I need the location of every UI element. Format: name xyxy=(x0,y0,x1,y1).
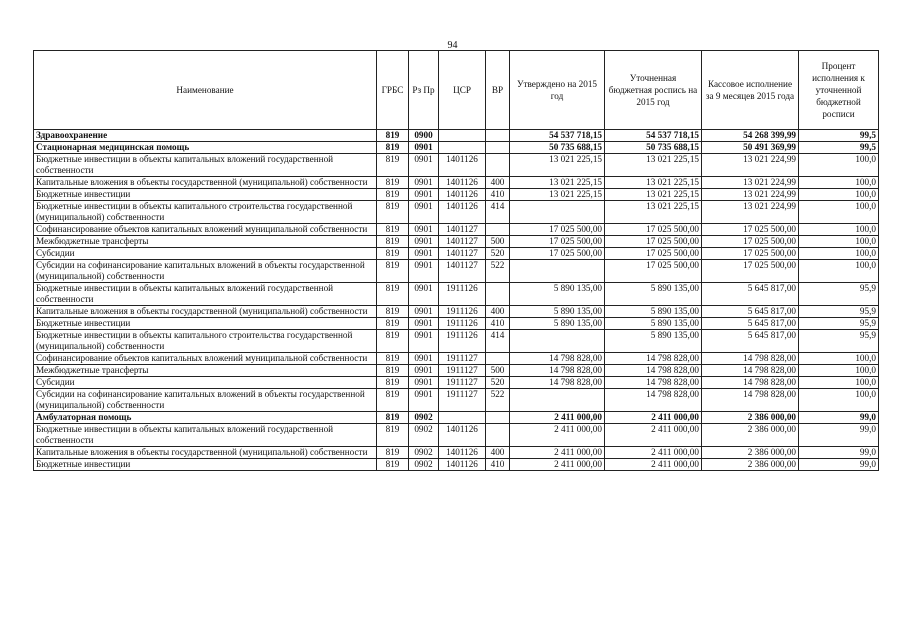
cell-csr: 1911127 xyxy=(439,377,486,389)
cell-name: Капитальные вложения в объекты государственной (муниципальной) собственности xyxy=(34,447,377,459)
cell-rzpr: 0901 xyxy=(409,377,439,389)
cell-percent: 100,0 xyxy=(799,201,879,224)
table-row xyxy=(34,130,879,142)
cell-approved: 14 798 828,00 xyxy=(510,365,605,377)
header-approved: Утверждено на 2015 год xyxy=(510,51,605,130)
cell-percent: 100,0 xyxy=(799,353,879,365)
cell-grbs: 819 xyxy=(377,424,409,447)
cell-rzpr: 0901 xyxy=(409,283,439,306)
table-row xyxy=(34,353,879,365)
cell-percent: 100,0 xyxy=(799,224,879,236)
cell-rzpr: 0901 xyxy=(409,306,439,318)
cell-approved xyxy=(510,389,605,412)
cell-rzpr: 0901 xyxy=(409,248,439,260)
cell-rzpr: 0902 xyxy=(409,447,439,459)
cell-percent: 99,0 xyxy=(799,412,879,424)
cell-rzpr: 0900 xyxy=(409,130,439,142)
table-row xyxy=(34,447,879,459)
cell-approved: 14 798 828,00 xyxy=(510,353,605,365)
table-row xyxy=(34,154,879,177)
cell-revised: 17 025 500,00 xyxy=(605,224,702,236)
header-rzpr: Рз Пр xyxy=(409,51,439,130)
cell-rzpr: 0902 xyxy=(409,412,439,424)
cell-cash: 17 025 500,00 xyxy=(702,224,799,236)
cell-grbs: 819 xyxy=(377,353,409,365)
cell-csr xyxy=(439,412,486,424)
cell-cash: 13 021 224,99 xyxy=(702,189,799,201)
cell-revised: 13 021 225,15 xyxy=(605,189,702,201)
table-row xyxy=(34,224,879,236)
cell-approved: 13 021 225,15 xyxy=(510,154,605,177)
cell-revised: 50 735 688,15 xyxy=(605,142,702,154)
cell-vr xyxy=(486,154,510,177)
cell-name: Бюджетные инвестиции в объекты капитального строительства государственной (муниципальной) собственности xyxy=(34,330,377,353)
table-row xyxy=(34,189,879,201)
cell-grbs: 819 xyxy=(377,236,409,248)
page-number: 94 xyxy=(447,40,458,51)
cell-revised: 2 411 000,00 xyxy=(605,424,702,447)
cell-revised: 14 798 828,00 xyxy=(605,377,702,389)
cell-percent: 100,0 xyxy=(799,154,879,177)
cell-rzpr: 0901 xyxy=(409,365,439,377)
cell-csr: 1911127 xyxy=(439,365,486,377)
table-row xyxy=(34,283,879,306)
cell-percent: 100,0 xyxy=(799,365,879,377)
cell-csr: 1911126 xyxy=(439,306,486,318)
cell-cash: 17 025 500,00 xyxy=(702,260,799,283)
cell-csr: 1401126 xyxy=(439,424,486,447)
cell-revised: 17 025 500,00 xyxy=(605,260,702,283)
cell-cash: 5 645 817,00 xyxy=(702,330,799,353)
cell-vr: 410 xyxy=(486,189,510,201)
table-row xyxy=(34,365,879,377)
cell-name: Субсидии xyxy=(34,377,377,389)
cell-csr: 1401126 xyxy=(439,459,486,471)
cell-name: Бюджетные инвестиции xyxy=(34,189,377,201)
cell-name: Стационарная медицинская помощь xyxy=(34,142,377,154)
cell-cash: 2 386 000,00 xyxy=(702,459,799,471)
cell-grbs: 819 xyxy=(377,201,409,224)
cell-name: Амбулаторная помощь xyxy=(34,412,377,424)
cell-rzpr: 0901 xyxy=(409,236,439,248)
cell-csr: 1401126 xyxy=(439,447,486,459)
budget-table xyxy=(33,50,879,471)
table-row xyxy=(34,201,879,224)
cell-rzpr: 0901 xyxy=(409,330,439,353)
cell-approved: 5 890 135,00 xyxy=(510,306,605,318)
cell-percent: 95,9 xyxy=(799,283,879,306)
cell-name: Бюджетные инвестиции в объекты капитального строительства государственной (муниципальной) собственности xyxy=(34,201,377,224)
cell-cash: 13 021 224,99 xyxy=(702,154,799,177)
cell-percent: 99,0 xyxy=(799,424,879,447)
cell-revised: 5 890 135,00 xyxy=(605,283,702,306)
cell-rzpr: 0901 xyxy=(409,142,439,154)
cell-cash: 13 021 224,99 xyxy=(702,201,799,224)
cell-revised: 2 411 000,00 xyxy=(605,412,702,424)
cell-revised: 2 411 000,00 xyxy=(605,459,702,471)
cell-vr xyxy=(486,130,510,142)
cell-vr xyxy=(486,412,510,424)
cell-approved: 2 411 000,00 xyxy=(510,459,605,471)
cell-vr: 500 xyxy=(486,236,510,248)
cell-approved: 5 890 135,00 xyxy=(510,318,605,330)
header-grbs: ГРБС xyxy=(377,51,409,130)
cell-grbs: 819 xyxy=(377,177,409,189)
cell-revised: 2 411 000,00 xyxy=(605,447,702,459)
cell-cash: 2 386 000,00 xyxy=(702,447,799,459)
cell-grbs: 819 xyxy=(377,459,409,471)
cell-vr: 520 xyxy=(486,248,510,260)
table-row xyxy=(34,412,879,424)
cell-cash: 2 386 000,00 xyxy=(702,412,799,424)
cell-grbs: 819 xyxy=(377,260,409,283)
cell-vr: 522 xyxy=(486,389,510,412)
cell-grbs: 819 xyxy=(377,142,409,154)
cell-csr: 1401126 xyxy=(439,177,486,189)
cell-grbs: 819 xyxy=(377,365,409,377)
cell-grbs: 819 xyxy=(377,330,409,353)
cell-approved xyxy=(510,260,605,283)
cell-csr: 1911126 xyxy=(439,318,486,330)
cell-vr: 410 xyxy=(486,459,510,471)
cell-cash: 14 798 828,00 xyxy=(702,365,799,377)
cell-revised: 5 890 135,00 xyxy=(605,330,702,353)
cell-csr: 1401127 xyxy=(439,224,486,236)
table-row xyxy=(34,377,879,389)
cell-approved: 14 798 828,00 xyxy=(510,377,605,389)
cell-revised: 17 025 500,00 xyxy=(605,236,702,248)
cell-cash: 5 645 817,00 xyxy=(702,283,799,306)
cell-grbs: 819 xyxy=(377,224,409,236)
header-percent: Процент исполнения к уточненной бюджетной росписи xyxy=(799,51,879,130)
cell-percent: 99,0 xyxy=(799,459,879,471)
header-name: Наименование xyxy=(34,51,377,130)
cell-name: Бюджетные инвестиции в объекты капитальных вложений государственной собственности xyxy=(34,424,377,447)
cell-grbs: 819 xyxy=(377,377,409,389)
cell-approved: 5 890 135,00 xyxy=(510,283,605,306)
cell-percent: 100,0 xyxy=(799,248,879,260)
cell-percent: 100,0 xyxy=(799,377,879,389)
cell-vr: 520 xyxy=(486,377,510,389)
cell-csr: 1401126 xyxy=(439,154,486,177)
cell-csr: 1401126 xyxy=(439,189,486,201)
table-row xyxy=(34,459,879,471)
cell-vr xyxy=(486,353,510,365)
table-row xyxy=(34,260,879,283)
cell-vr: 400 xyxy=(486,447,510,459)
cell-name: Капитальные вложения в объекты государственной (муниципальной) собственности xyxy=(34,177,377,189)
cell-grbs: 819 xyxy=(377,130,409,142)
cell-vr xyxy=(486,424,510,447)
cell-cash: 14 798 828,00 xyxy=(702,389,799,412)
cell-name: Бюджетные инвестиции в объекты капитальных вложений государственной собственности xyxy=(34,154,377,177)
cell-vr: 400 xyxy=(486,306,510,318)
table-row xyxy=(34,142,879,154)
cell-grbs: 819 xyxy=(377,318,409,330)
cell-cash: 5 645 817,00 xyxy=(702,306,799,318)
cell-percent: 99,0 xyxy=(799,447,879,459)
cell-name: Софинансирование объектов капитальных вложений муниципальной собственности xyxy=(34,353,377,365)
cell-csr: 1911127 xyxy=(439,389,486,412)
cell-percent: 99,5 xyxy=(799,142,879,154)
cell-grbs: 819 xyxy=(377,412,409,424)
cell-revised: 54 537 718,15 xyxy=(605,130,702,142)
cell-percent: 100,0 xyxy=(799,189,879,201)
header-vr: ВР xyxy=(486,51,510,130)
table-row xyxy=(34,424,879,447)
cell-rzpr: 0901 xyxy=(409,154,439,177)
cell-csr xyxy=(439,142,486,154)
cell-name: Субсидии xyxy=(34,248,377,260)
cell-cash: 50 491 369,99 xyxy=(702,142,799,154)
cell-cash: 2 386 000,00 xyxy=(702,424,799,447)
cell-vr: 400 xyxy=(486,177,510,189)
cell-name: Здравоохранение xyxy=(34,130,377,142)
table-row xyxy=(34,330,879,353)
cell-cash: 5 645 817,00 xyxy=(702,318,799,330)
cell-csr: 1911126 xyxy=(439,283,486,306)
cell-grbs: 819 xyxy=(377,248,409,260)
cell-revised: 13 021 225,15 xyxy=(605,177,702,189)
cell-vr: 522 xyxy=(486,260,510,283)
table-row xyxy=(34,318,879,330)
cell-cash: 14 798 828,00 xyxy=(702,353,799,365)
header-csr: ЦСР xyxy=(439,51,486,130)
cell-approved: 2 411 000,00 xyxy=(510,447,605,459)
cell-rzpr: 0901 xyxy=(409,177,439,189)
cell-percent: 100,0 xyxy=(799,236,879,248)
table-row xyxy=(34,306,879,318)
table-header-row xyxy=(34,51,879,130)
cell-rzpr: 0901 xyxy=(409,318,439,330)
cell-revised: 17 025 500,00 xyxy=(605,248,702,260)
cell-cash: 17 025 500,00 xyxy=(702,248,799,260)
cell-approved xyxy=(510,201,605,224)
cell-approved: 17 025 500,00 xyxy=(510,236,605,248)
cell-vr xyxy=(486,224,510,236)
cell-rzpr: 0901 xyxy=(409,224,439,236)
cell-csr: 1401126 xyxy=(439,201,486,224)
cell-csr: 1401127 xyxy=(439,260,486,283)
cell-approved: 13 021 225,15 xyxy=(510,189,605,201)
cell-name: Капитальные вложения в объекты государственной (муниципальной) собственности xyxy=(34,306,377,318)
cell-grbs: 819 xyxy=(377,389,409,412)
cell-percent: 100,0 xyxy=(799,177,879,189)
cell-approved: 13 021 225,15 xyxy=(510,177,605,189)
cell-name: Бюджетные инвестиции xyxy=(34,318,377,330)
cell-revised: 14 798 828,00 xyxy=(605,389,702,412)
cell-revised: 13 021 225,15 xyxy=(605,154,702,177)
cell-grbs: 819 xyxy=(377,283,409,306)
cell-approved: 17 025 500,00 xyxy=(510,248,605,260)
table-row xyxy=(34,177,879,189)
cell-percent: 99,5 xyxy=(799,130,879,142)
table-row xyxy=(34,248,879,260)
cell-rzpr: 0901 xyxy=(409,201,439,224)
cell-csr: 1401127 xyxy=(439,236,486,248)
cell-vr xyxy=(486,142,510,154)
cell-name: Бюджетные инвестиции xyxy=(34,459,377,471)
cell-percent: 95,9 xyxy=(799,306,879,318)
cell-grbs: 819 xyxy=(377,306,409,318)
cell-percent: 100,0 xyxy=(799,260,879,283)
cell-vr: 410 xyxy=(486,318,510,330)
cell-grbs: 819 xyxy=(377,189,409,201)
cell-approved: 2 411 000,00 xyxy=(510,412,605,424)
header-cash: Кассовое исполнение за 9 месяцев 2015 года xyxy=(702,51,799,130)
cell-csr: 1911127 xyxy=(439,353,486,365)
cell-rzpr: 0902 xyxy=(409,459,439,471)
cell-name: Субсидии на софинансирование капитальных вложений в объекты государственной (муниципальной) собственности xyxy=(34,260,377,283)
cell-approved: 50 735 688,15 xyxy=(510,142,605,154)
cell-name: Межбюджетные трансферты xyxy=(34,365,377,377)
cell-name: Бюджетные инвестиции в объекты капитальных вложений государственной собственности xyxy=(34,283,377,306)
cell-approved: 54 537 718,15 xyxy=(510,130,605,142)
table-row xyxy=(34,236,879,248)
cell-grbs: 819 xyxy=(377,154,409,177)
cell-csr: 1401127 xyxy=(439,248,486,260)
cell-approved xyxy=(510,330,605,353)
cell-rzpr: 0901 xyxy=(409,189,439,201)
cell-cash: 17 025 500,00 xyxy=(702,236,799,248)
cell-rzpr: 0902 xyxy=(409,424,439,447)
cell-percent: 100,0 xyxy=(799,389,879,412)
cell-cash: 13 021 224,99 xyxy=(702,177,799,189)
cell-approved: 17 025 500,00 xyxy=(510,224,605,236)
cell-rzpr: 0901 xyxy=(409,260,439,283)
cell-grbs: 819 xyxy=(377,447,409,459)
cell-rzpr: 0901 xyxy=(409,353,439,365)
cell-rzpr: 0901 xyxy=(409,389,439,412)
cell-vr: 414 xyxy=(486,201,510,224)
cell-vr: 414 xyxy=(486,330,510,353)
cell-name: Софинансирование объектов капитальных вложений муниципальной собственности xyxy=(34,224,377,236)
cell-cash: 14 798 828,00 xyxy=(702,377,799,389)
cell-csr: 1911126 xyxy=(439,330,486,353)
cell-revised: 5 890 135,00 xyxy=(605,306,702,318)
cell-vr xyxy=(486,283,510,306)
cell-revised: 13 021 225,15 xyxy=(605,201,702,224)
cell-percent: 95,9 xyxy=(799,318,879,330)
header-revised: Уточненная бюджетная роспись на 2015 год xyxy=(605,51,702,130)
cell-csr xyxy=(439,130,486,142)
table-row xyxy=(34,389,879,412)
cell-name: Межбюджетные трансферты xyxy=(34,236,377,248)
cell-approved: 2 411 000,00 xyxy=(510,424,605,447)
cell-revised: 14 798 828,00 xyxy=(605,365,702,377)
table-body xyxy=(34,130,879,471)
cell-revised: 14 798 828,00 xyxy=(605,353,702,365)
cell-cash: 54 268 399,99 xyxy=(702,130,799,142)
cell-name: Субсидии на софинансирование капитальных вложений в объекты государственной (муниципальной) собственности xyxy=(34,389,377,412)
cell-revised: 5 890 135,00 xyxy=(605,318,702,330)
cell-vr: 500 xyxy=(486,365,510,377)
cell-percent: 95,9 xyxy=(799,330,879,353)
